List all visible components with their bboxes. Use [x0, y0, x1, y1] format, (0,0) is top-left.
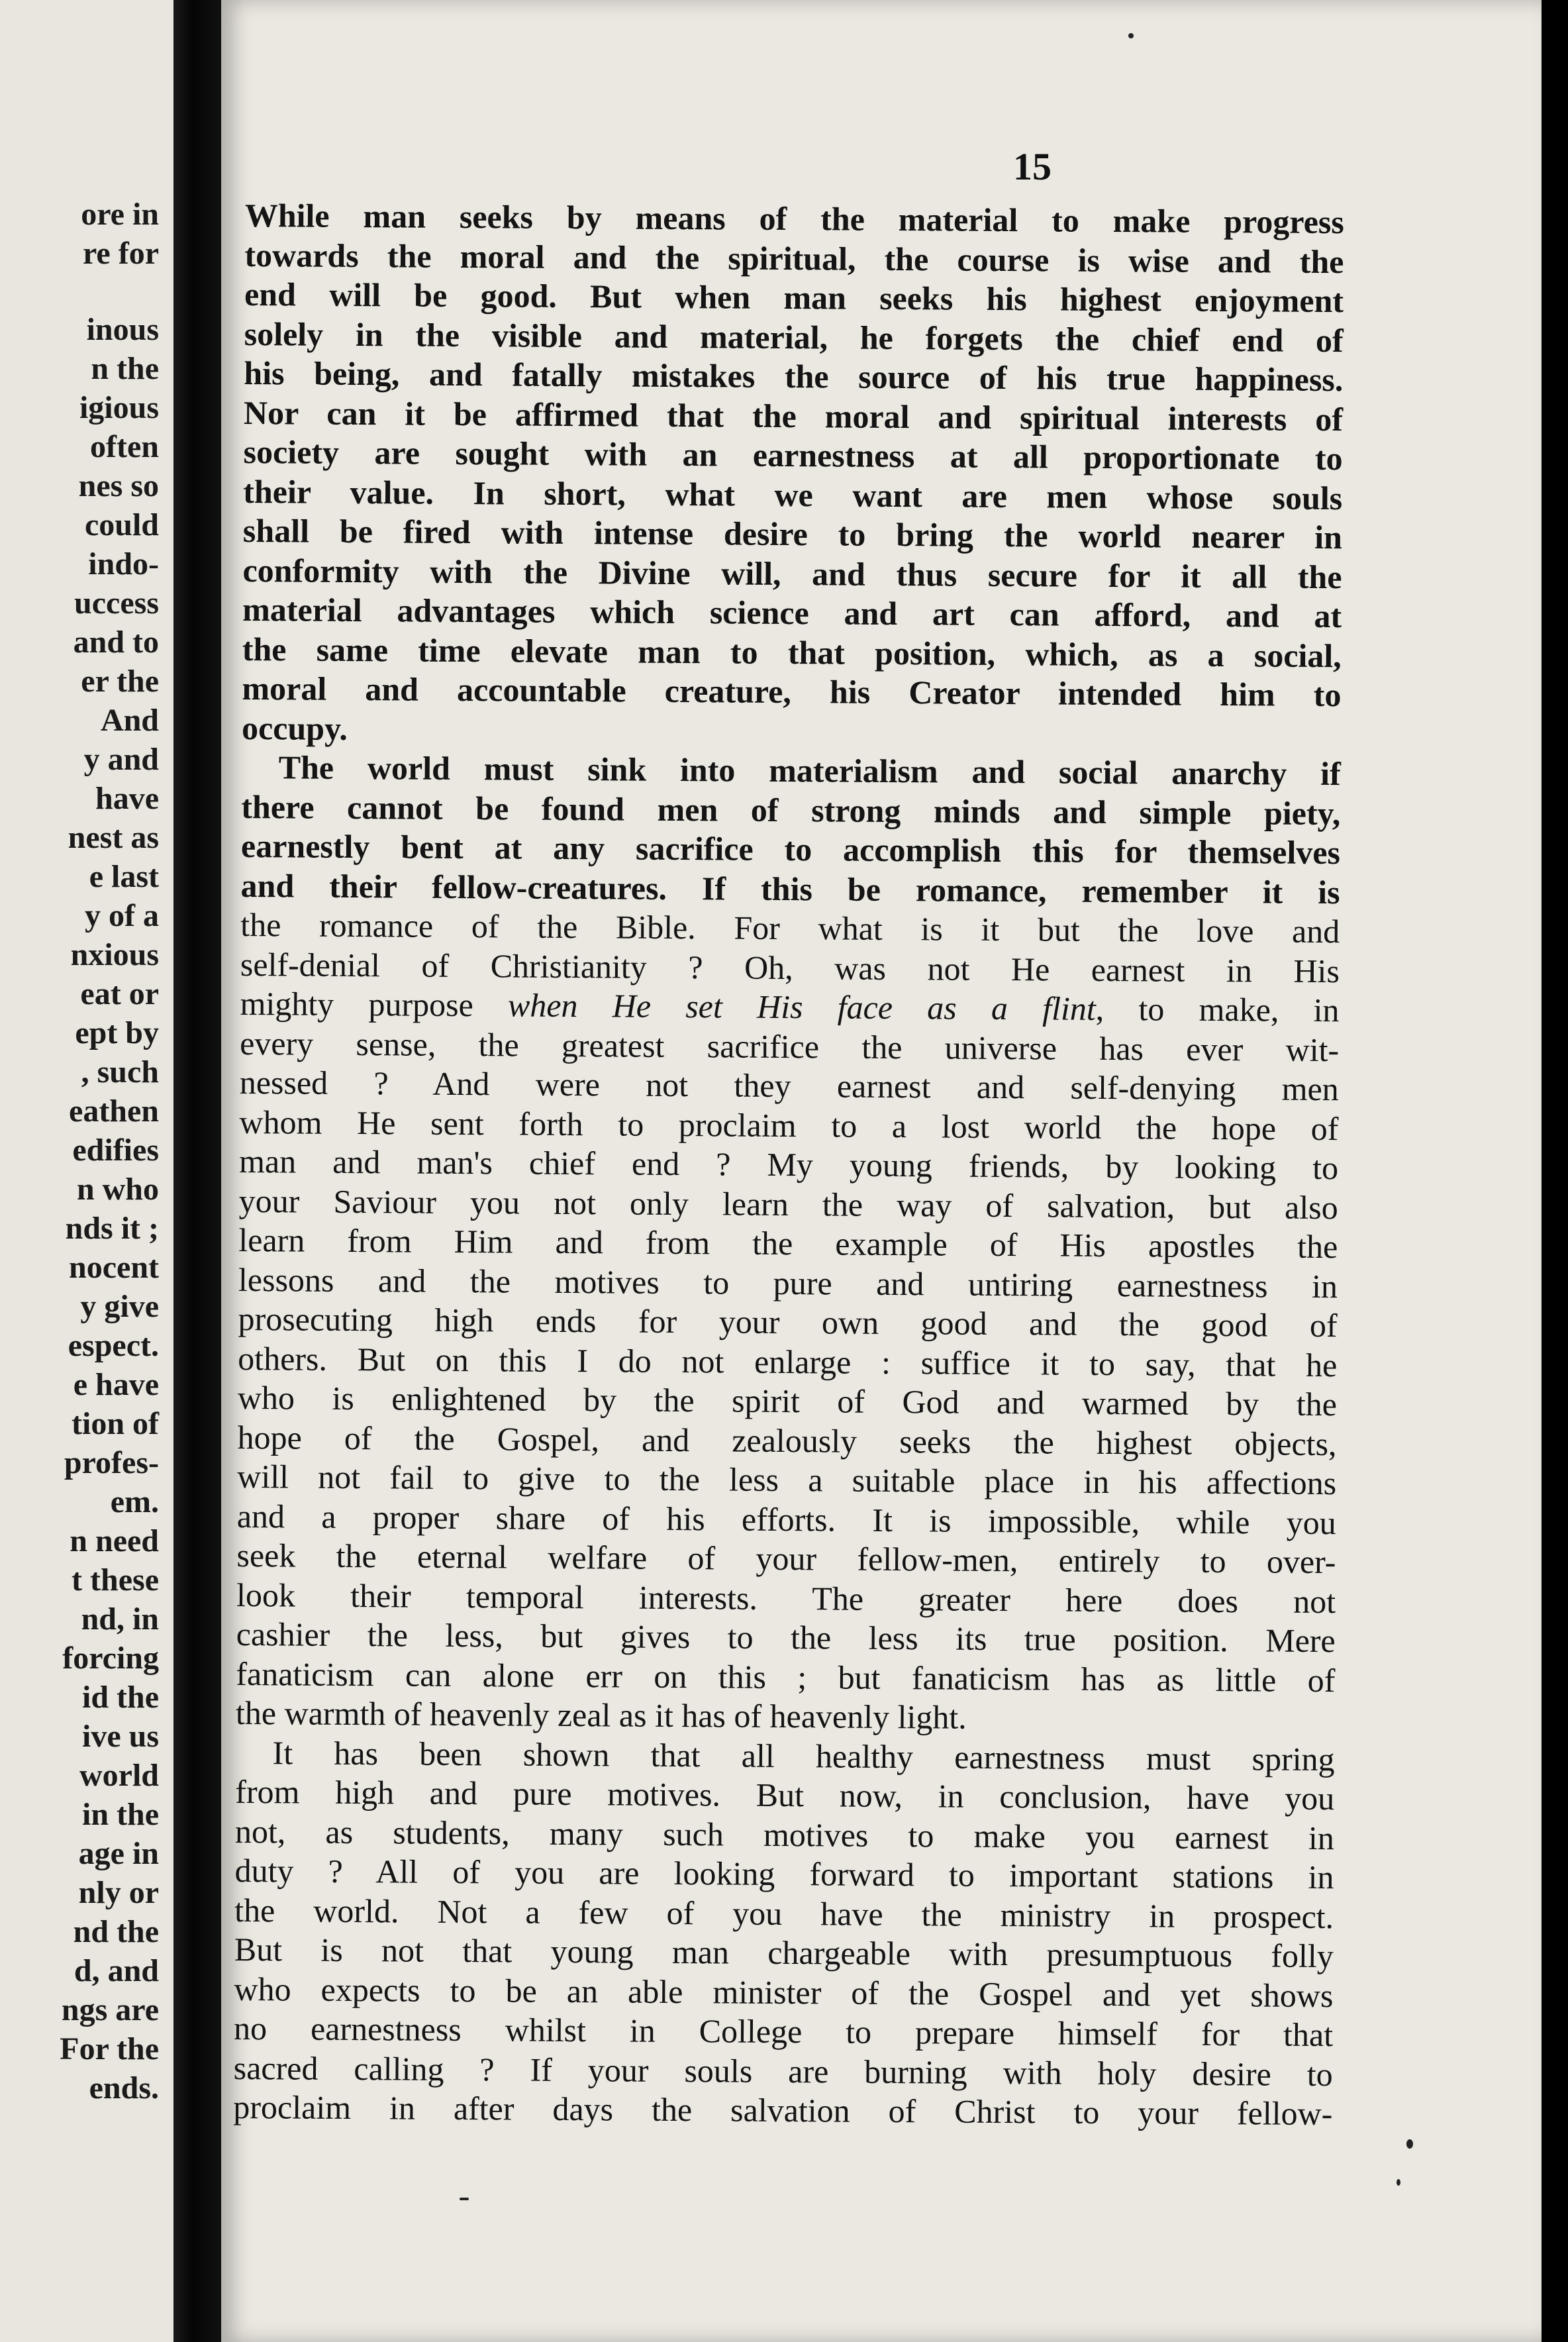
- facing-line: n need: [70, 1523, 159, 1558]
- text-line: lessons and the motives to pure and untiring earnestness in: [238, 1260, 1338, 1305]
- text-line: shall be fired with intense desire to bring the world nearer in: [242, 511, 1343, 556]
- facing-line: nly or: [78, 1875, 159, 1910]
- facing-line: age in: [78, 1836, 159, 1871]
- text-line: the romance of the Bible. For what is it but the love and: [240, 905, 1340, 950]
- text-line: no earnestness whilst in College to prepare himself for that: [233, 2009, 1334, 2054]
- text-line: not, as students, many such motives to make you earnest in: [234, 1812, 1335, 1857]
- facing-line: y of a: [85, 898, 159, 933]
- facing-line: d, and: [74, 1953, 159, 1988]
- facing-line: t these: [72, 1562, 159, 1598]
- paragraph: [242, 196, 1344, 754]
- text-line: proclaim in after days the salvation of Christ to your fellow-: [233, 2088, 1333, 2133]
- text-line: self-denial of Christianity ? Oh, was not He earnest in His: [240, 945, 1340, 990]
- facing-line: forcing: [62, 1641, 159, 1676]
- text-line: But is not that young man chargeable with presumptuous folly: [234, 1930, 1334, 1975]
- text-line: solely in the visible and material, he forgets the chief end of: [244, 315, 1344, 359]
- text-line: It has been shown that all healthy earnestness must spring: [272, 1733, 1335, 1778]
- facing-line: tion of: [72, 1406, 159, 1441]
- text-line: man and man's chief end ? My young friends, by looking to: [238, 1142, 1339, 1187]
- facing-line: For the: [60, 2031, 159, 2066]
- text-line: material advantages which science and art can afford, and at: [242, 590, 1342, 635]
- text-line: conformity with the Divine will, and thus secure for it all the: [242, 551, 1342, 595]
- facing-line: in the: [81, 1797, 159, 1832]
- body-text: [233, 196, 1344, 2134]
- facing-line: em.: [110, 1484, 159, 1519]
- book-gutter: [173, 0, 221, 2342]
- text-line: hope of the Gospel, and zealously seeks the highest objects,: [237, 1418, 1337, 1462]
- facing-line: e have: [73, 1367, 159, 1402]
- facing-line: ngs are: [61, 1992, 159, 2027]
- facing-line: ends.: [89, 2070, 159, 2106]
- text-line: cashier the less, but gives to the less its true position. Mere: [236, 1615, 1336, 1660]
- print-speck: [1406, 2139, 1413, 2149]
- text-line: who expects to be an able minister of the Gospel and yet shows: [234, 1970, 1334, 2014]
- print-speck: [1396, 2179, 1400, 2186]
- facing-line: and to: [73, 625, 159, 660]
- text-line: look their temporal interests. The greater here does not: [236, 1576, 1336, 1620]
- facing-line: y give: [80, 1289, 159, 1324]
- facing-line: ore in: [81, 197, 159, 232]
- facing-line: nd the: [73, 1914, 159, 1949]
- text-line: nessed ? And were not they earnest and self-denying men: [239, 1063, 1339, 1108]
- facing-line: indo-: [88, 546, 159, 582]
- facing-line: id the: [81, 1680, 159, 1715]
- facing-line: world: [79, 1758, 159, 1793]
- print-speck: [460, 2198, 469, 2200]
- facing-line: uccess: [74, 586, 159, 621]
- text-line: prosecuting high ends for your own good and the good of: [238, 1299, 1338, 1345]
- text-line: the warmth of heavenly zeal as it has of heavenly light.: [235, 1694, 967, 1736]
- facing-line: nd, in: [81, 1602, 159, 1637]
- text-line: mighty purpose when He set His face as a flint, to make, in: [240, 984, 1340, 1029]
- paragraph: [236, 748, 1341, 1740]
- facing-line: And: [100, 703, 159, 738]
- facing-line: nxious: [70, 937, 159, 972]
- text-line: who is enlightened by the spirit of God and warmed by the: [237, 1378, 1338, 1423]
- facing-line: nocent: [69, 1250, 159, 1285]
- facing-line: n the: [91, 351, 159, 386]
- text-line: learn from Him and from the example of His apostles the: [238, 1221, 1338, 1266]
- facing-line: re for: [82, 236, 159, 271]
- facing-line: espect.: [68, 1328, 159, 1363]
- facing-page-fragment: [0, 0, 173, 2342]
- text-line: While man seeks by means of the material to make progress: [244, 196, 1344, 241]
- text-line: from high and pure motives. But now, in conclusion, have you: [235, 1772, 1335, 1817]
- facing-line: er the: [81, 664, 159, 699]
- facing-line: often: [90, 429, 159, 464]
- facing-line: could: [84, 507, 159, 542]
- text-line: towards the moral and the spiritual, the course is wise and the: [244, 236, 1344, 280]
- text-line: his being, and fatally mistakes the source of his true happiness.: [244, 354, 1344, 399]
- text-line: the same time elevate man to that position, which, as a social,: [242, 630, 1342, 674]
- text-line: there cannot be found men of strong minds and simple piety,: [241, 788, 1341, 832]
- text-line: The world must sink into materialism and social anarchy if: [278, 748, 1341, 793]
- facing-line: y and: [83, 742, 159, 777]
- text-line: Nor can it be affirmed that the moral and spiritual interests of: [243, 393, 1344, 438]
- facing-line: e last: [89, 859, 159, 894]
- text-line: your Saviour you not only learn the way of salvation, but also: [238, 1182, 1338, 1226]
- text-line: their value. In short, what we want are men whose souls: [243, 472, 1343, 517]
- facing-line: edifies: [72, 1133, 159, 1168]
- text-line: end will be good. But when man seeks his highest enjoyment: [244, 275, 1344, 320]
- facing-line: , such: [81, 1054, 159, 1090]
- facing-line: have: [95, 781, 159, 816]
- text-line: and a proper share of his efforts. It is impossible, while you: [236, 1497, 1336, 1541]
- text-line: sacred calling ? If your souls are burning with holy desire to: [233, 2049, 1333, 2093]
- text-line: every sense, the greatest sacrifice the universe has ever wit-: [240, 1024, 1340, 1068]
- facing-line: inous: [86, 312, 159, 347]
- facing-line: profes-: [64, 1445, 159, 1480]
- text-line: occupy.: [241, 709, 348, 747]
- text-line: the world. Not a few of you have the ministry in prospect.: [234, 1891, 1334, 1935]
- facing-line: nes so: [78, 468, 159, 503]
- text-line: whom He sent forth to proclaim to a lost world the hope of: [239, 1103, 1339, 1147]
- facing-line: n who: [76, 1172, 159, 1207]
- text-line: duty ? All of you are looking forward to important stations in: [234, 1851, 1334, 1896]
- text-line: seek the eternal welfare of your fellow-men, entirely to over-: [236, 1536, 1336, 1581]
- italic-quote: when He set His face as a flint: [507, 986, 1096, 1027]
- scan-border: [1542, 0, 1568, 2342]
- facing-line: ept by: [75, 1015, 159, 1050]
- page-number: 15: [1013, 145, 1052, 188]
- facing-line: igious: [79, 390, 159, 425]
- facing-line: eathen: [69, 1094, 159, 1129]
- text-line: earnestly bent at any sacrifice to accomplish this for themselves: [240, 827, 1341, 872]
- facing-line: nest as: [68, 820, 159, 855]
- text-line: fanaticism can alone err on this ; but fanaticism has as little of: [236, 1655, 1336, 1699]
- text-line: moral and accountable creature, his Creator intended him to: [242, 669, 1342, 714]
- facing-line: ive us: [81, 1719, 159, 1754]
- facing-line: nds it ;: [65, 1211, 159, 1246]
- facing-line: eat or: [80, 976, 159, 1011]
- text-line: will not fail to give to the less a suitable place in his affections: [237, 1457, 1337, 1502]
- paragraph: [233, 1733, 1335, 2133]
- print-speck: [1128, 33, 1134, 38]
- text-line: society are sought with an earnestness at all proportionate to: [243, 433, 1343, 478]
- text-line: and their fellow-creatures. If this be romance, remember it is: [240, 866, 1340, 911]
- text-line: others. But on this I do not enlarge : suffice it to say, that he: [238, 1339, 1338, 1384]
